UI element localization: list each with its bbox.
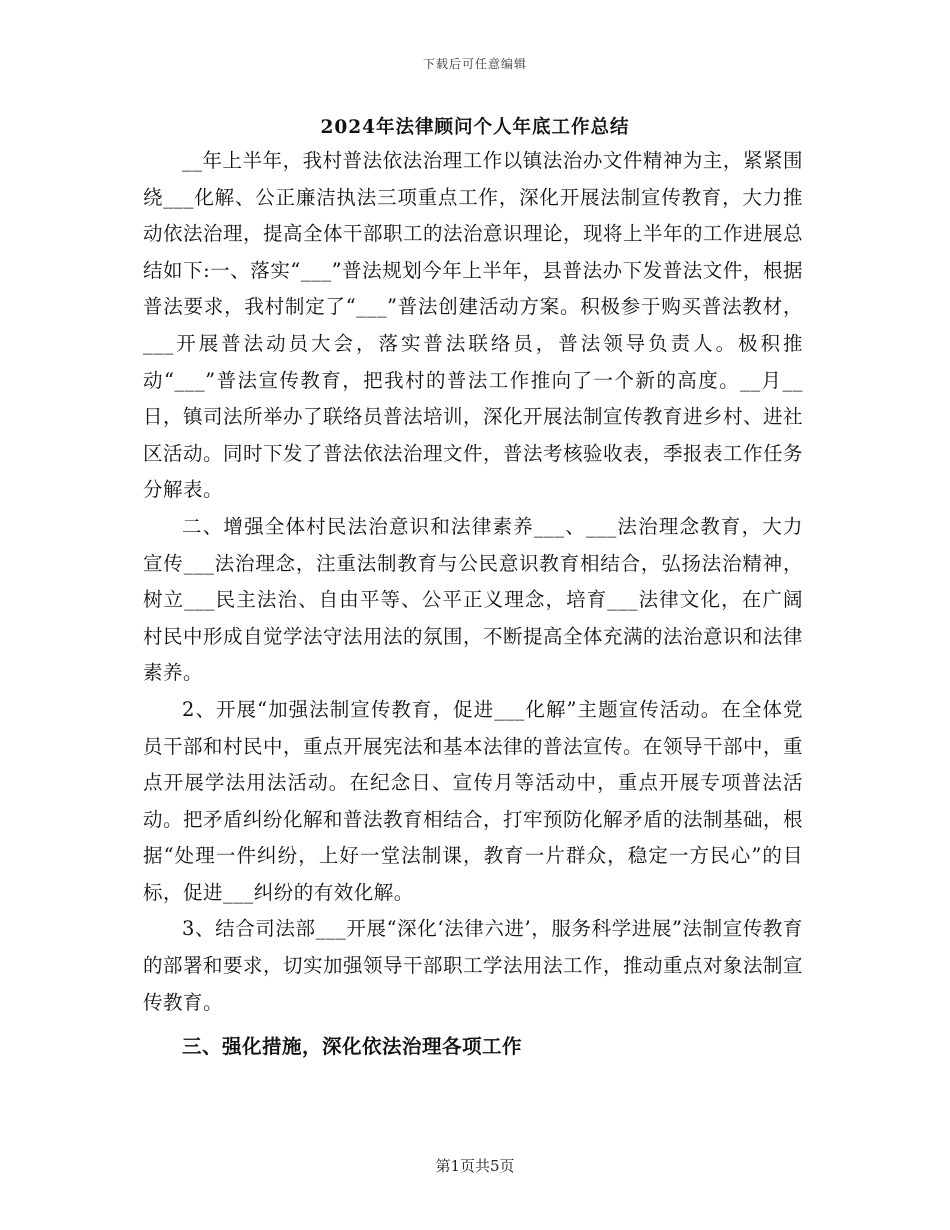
paragraph-item-two: 2、开展“加强法制宣传教育，促进___化解”主题宣传活动。在全体党员干部和村民中，重点开展宪法和基本法律的普法宣传。在领导干部中，重点开展学法用法活动。在纪念日、宣传月等活动中，重点开展专项普法活动。把矛盾纠纷化解和普法教育相结合，打牢预防化解矛盾的法制基础，根据“处理一件纠纷，上好一堂法制课，教育一片群众，稳定一方民心”的目标，促进___纠纷的有效化解。 [143, 697, 804, 904]
paragraph-item-three: 3、结合司法部___开展“深化‘法律六进’，服务科学进展”法制宣传教育的部署和要求，切实加强领导干部职工学法用法工作，推动重点对象法制宣传教育。 [143, 917, 804, 1014]
document-title: 2024年法律顾问个人年底工作总结 [320, 117, 630, 138]
document-body [143, 143, 803, 1066]
section-heading-three: 三、强化措施，深化依法治理各项工作 [182, 1035, 523, 1059]
paragraph-intro: __年上半年，我村普法依法治理工作以镇法治办文件精神为主，紧紧围绕___化解、公正廉洁执法三项重点工作，深化开展法制宣传教育，大力推动依法治理，提高全体干部职工的法治意识理论，现将上半年的工作进展总结如下:一、落实“___”普法规划今年上半年，县普法办下发普法文件，根据普法要求，我村制定了“___”普法创建活动方案。积极参于购买普法教材，___开展普法动员大会，落实普法联络员，普法领导负责人。极积推动“___”普法宣传教育，把我村的普法工作推向了一个新的高度。__月__日，镇司法所举办了联络员普法培训，深化开展法制宣传教育进乡村、进社区活动。同时下发了普法依法治理文件，普法考核验收表，季报表工作任务分解表。 [143, 149, 804, 502]
header-note: 下载后可任意编辑 [422, 57, 527, 71]
paragraph-section-two: 二、增强全体村民法治意识和法律素养___、___法治理念教育，大力宣传___法治理念，注重法制教育与公民意识教育相结合，弘扬法治精神，树立___民主法治、自由平等、公平正义理念，培育___法律文化，在广阔村民中形成自觉学法守法用法的氛围，不断提高全体充满的法治意识和法律素养。 [143, 514, 804, 685]
page-number: 第1页共5页 [435, 1157, 515, 1175]
